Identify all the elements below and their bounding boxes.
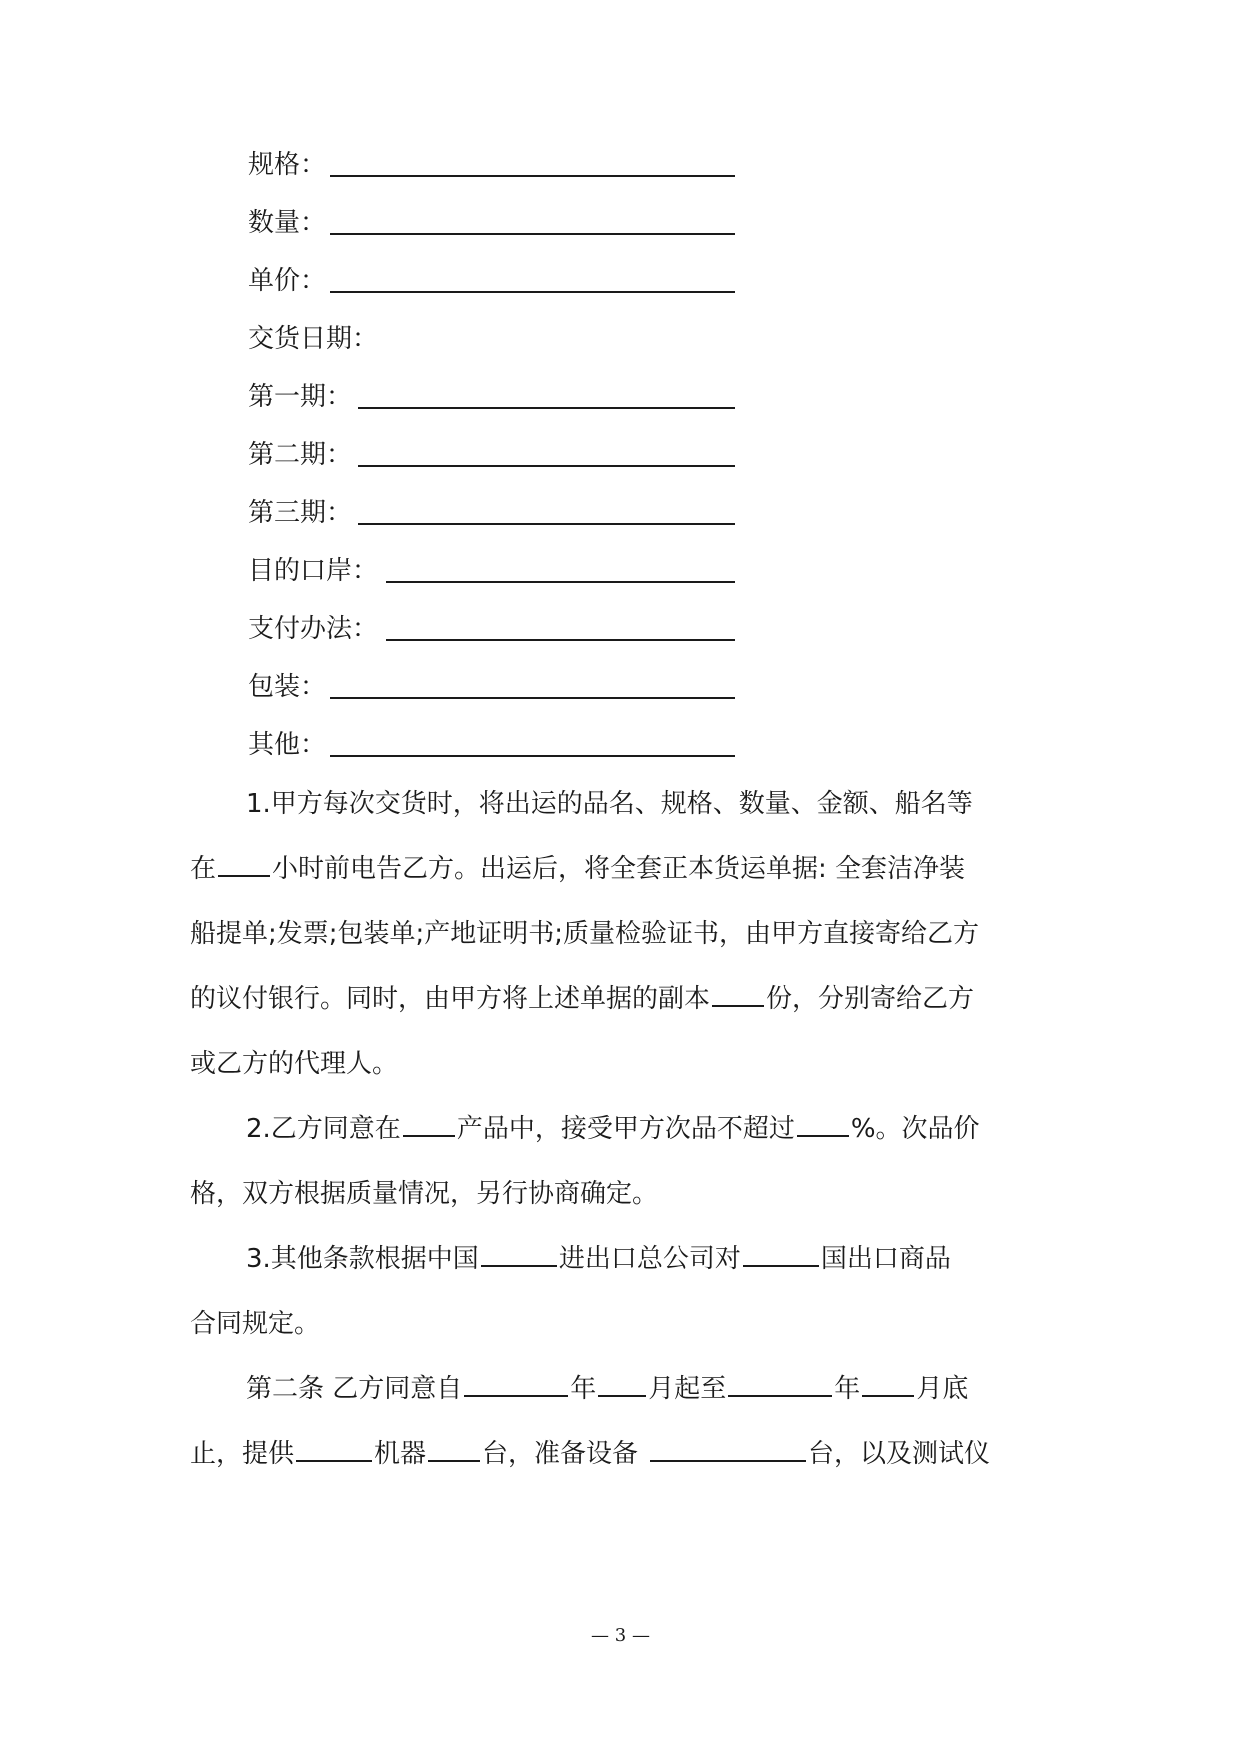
clause-3-row-1 [190,1227,1060,1292]
clause-3 [190,1227,1060,1357]
clause-text: 合同规定。 [190,1309,321,1339]
fill-blank [743,1243,819,1267]
clause-text: 小时前电告乙方。出运后，将全套正本货运单据: 全套洁净装 [272,854,966,884]
field-label: 包装： [248,672,327,702]
fill-blank [330,233,735,235]
clause-text: 第二条 乙方同意自 [246,1374,463,1404]
field-packing [248,667,326,707]
clause-text: 在 [190,854,217,884]
clause-text: %。次品价 [850,1114,980,1144]
clause-text: 2.乙方同意在 [246,1114,401,1144]
clause-text: 格，双方根据质量情况，另行协商确定。 [190,1179,659,1209]
clause-text: 月起至 [648,1374,727,1404]
field-phase-2 [248,435,352,475]
page-number: — 3 — [591,1625,650,1646]
fill-blank [358,465,735,467]
clause-text: 月底 [916,1374,969,1404]
clause-1-row-3 [190,902,1060,967]
field-label: 其他： [248,730,327,760]
field-label: 第三期： [248,498,353,528]
clause-text: 船提单;发票;包装单;产地证明书;质量检验证书，由甲方直接寄给乙方 [190,919,980,949]
fill-blank [598,1373,646,1397]
clause-text: 年 [834,1374,861,1404]
field-other [248,725,326,765]
field-label: 规格： [248,150,327,180]
clause-1-row-4 [190,967,1060,1032]
clause-3-row-2 [190,1292,1060,1357]
clause-1-row-2 [190,837,1060,902]
fill-blank [330,175,735,177]
clause-text: 进出口总公司对 [558,1244,741,1274]
article-2-row-2 [190,1422,1060,1487]
field-phase-1 [248,377,352,417]
fill-blank [330,755,735,757]
field-quantity [248,203,326,243]
clause-2 [190,1097,1060,1227]
fill-blank [797,1113,849,1137]
field-spec [248,145,326,185]
fill-blank [296,1438,372,1462]
article-2 [190,1357,1060,1487]
clause-text: 3.其他条款根据中国 [246,1244,479,1274]
clause-text: 产品中，接受甲方次品不超过 [456,1114,795,1144]
field-label: 目的口岸： [248,556,379,586]
fill-blank [358,407,735,409]
fill-blank [218,853,270,877]
field-label: 第二期： [248,440,353,470]
fill-blank [428,1438,480,1462]
fill-blank [386,581,735,583]
clause-text: 机器 [374,1439,427,1469]
field-payment-method [248,609,378,649]
field-unit-price [248,261,326,301]
field-label: 交货日期： [248,324,379,354]
field-label: 数量： [248,208,327,238]
fill-blank [728,1373,832,1397]
clause-text: 1.甲方每次交货时，将出运的品名、规格、数量、金额、船名等 [246,789,973,819]
fill-blank [481,1243,557,1267]
fill-blank [330,697,735,699]
fill-blank [650,1438,806,1462]
field-label: 支付办法： [248,614,379,644]
clause-2-row-2 [190,1162,1060,1227]
clause-text: 份，分别寄给乙方 [766,984,975,1014]
clause-1-row-1 [190,772,1060,837]
fill-blank [712,983,764,1007]
clause-2-row-1 [190,1097,1060,1162]
clause-text: 台，以及测试仪 [808,1439,991,1469]
field-destination-port [248,551,378,591]
clause-1 [190,772,1060,1097]
field-label: 第一期： [248,382,353,412]
fill-blank [862,1373,914,1397]
article-2-row-1 [190,1357,1060,1422]
field-phase-3 [248,493,352,533]
fill-blank [403,1113,455,1137]
field-label: 单价： [248,266,327,296]
clause-text: 年 [570,1374,597,1404]
clause-text: 止，提供 [190,1439,295,1469]
fill-blank [330,291,735,293]
clause-text: 或乙方的代理人。 [190,1049,399,1079]
fill-blank [464,1373,568,1397]
clause-1-row-5 [190,1032,1060,1097]
clause-text: 的议付银行。同时，由甲方将上述单据的副本 [190,984,711,1014]
field-delivery-date [248,319,378,359]
clause-text: 台，准备设备 [482,1439,639,1469]
clause-text: 国出口商品 [820,1244,951,1274]
fill-blank [386,639,735,641]
fill-blank [358,523,735,525]
